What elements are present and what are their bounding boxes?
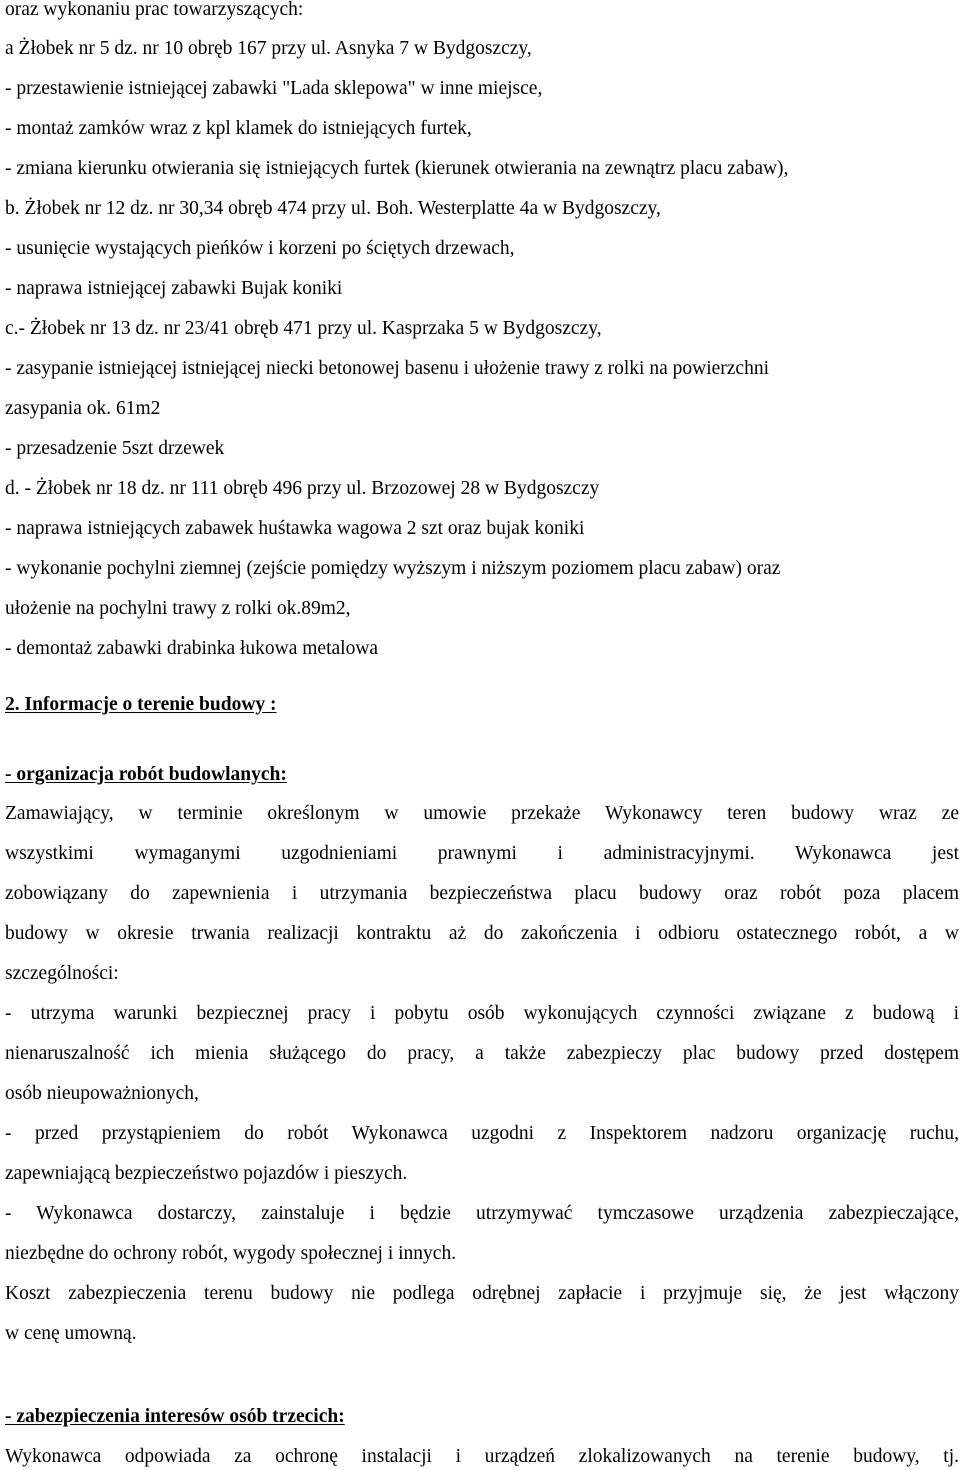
paragraph-line: budowy w okresie trwania realizacji kontraktu aż do zakończenia i odbioru ostatecznego robót, a w <box>5 923 959 944</box>
paragraph-line: zapewniającą bezpieczeństwo pojazdów i pieszych. <box>5 1163 408 1184</box>
paragraph-line: szczególności: <box>5 963 119 984</box>
section-title: Informacje o terenie budowy : <box>24 694 277 715</box>
list-item: - naprawa istniejącej zabawki Bujak koniki <box>5 278 343 299</box>
list-item: - zasypanie istniejącej istniejącej niecki betonowej basenu i ułożenie trawy z rolki na powierzchni <box>5 358 769 379</box>
list-item: - zmiana kierunku otwierania się istniejących furtek (kierunek otwierania na zewnątrz placu zabaw), <box>5 158 789 179</box>
list-item: - usunięcie wystających pieńków i korzeni po ściętych drzewach, <box>5 238 515 259</box>
list-item: - naprawa istniejących zabawek huśtawka wagowa 2 szt oraz bujak koniki <box>5 518 585 539</box>
section-heading <box>5 693 277 717</box>
list-item: - wykonanie pochylni ziemnej (zejście pomiędzy wyższym i niższym poziomem placu zabaw) oraz <box>5 558 781 579</box>
section-number: 2. <box>5 694 20 715</box>
paragraph-line: - przed przystąpieniem do robót Wykonawca uzgodni z Inspektorem nadzoru organizację ruchu, <box>5 1123 959 1144</box>
list-item: - przesadzenie 5szt drzewek <box>5 438 225 459</box>
paragraph-line: osób nieupoważnionych, <box>5 1083 199 1104</box>
paragraph-line: zobowiązany do zapewnienia i utrzymania bezpieczeństwa placu budowy oraz robót poza placem <box>5 883 959 904</box>
paragraph-line: - Wykonawca dostarczy, zainstaluje i będzie utrzymywać tymczasowe urządzenia zabezpieczające, <box>5 1203 959 1224</box>
item-b-heading: b. Żłobek nr 12 dz. nr 30,34 obręb 474 przy ul. Boh. Westerplatte 4a w Bydgoszczy, <box>5 198 661 219</box>
item-d-heading: d. - Żłobek nr 18 dz. nr 111 obręb 496 przy ul. Brzozowej 28 w Bydgoszczy <box>5 478 600 499</box>
text-line: oraz wykonaniu prac towarzyszących: <box>5 0 304 20</box>
item-c-heading: c.- Żłobek nr 13 dz. nr 23/41 obręb 471 przy ul. Kasprzaka 5 w Bydgoszczy, <box>5 318 602 339</box>
list-item: - montaż zamków wraz z kpl klamek do istniejących furtek, <box>5 118 472 139</box>
list-item: - przestawienie istniejącej zabawki "Lada sklepowa" w inne miejsce, <box>5 78 543 99</box>
paragraph-line: Zamawiający, w terminie określonym w umowie przekaże Wykonawcy teren budowy wraz ze <box>5 803 959 824</box>
paragraph-line: - utrzyma warunki bezpiecznej pracy i pobytu osób wykonujących czynności związane z budową i <box>5 1003 959 1024</box>
list-item-continuation: ułożenie na pochylni trawy z rolki ok.89m2, <box>5 598 351 619</box>
subsection-heading-organizacja: - organizacja robót budowlanych: <box>5 764 287 785</box>
paragraph-line: Wykonawca odpowiada za ochronę instalacji i urządzeń zlokalizowanych na terenie budowy, tj. <box>5 1446 959 1467</box>
list-item-continuation: zasypania ok. 61m2 <box>5 398 161 419</box>
list-item: - demontaż zabawki drabinka łukowa metalowa <box>5 638 379 659</box>
subsection-heading-zabezpieczenia: - zabezpieczenia interesów osób trzecich: <box>5 1406 345 1427</box>
paragraph-line: w cenę umowną. <box>5 1323 137 1344</box>
paragraph-line: Koszt zabezpieczenia terenu budowy nie podlega odrębnej zapłacie i przyjmuje się, że jest włączony <box>5 1283 959 1304</box>
paragraph-line: nienaruszalność ich mienia służącego do pracy, a także zabezpieczy plac budowy przed dostępem <box>5 1043 959 1064</box>
item-a-heading: a Żłobek nr 5 dz. nr 10 obręb 167 przy ul. Asnyka 7 w Bydgoszczy, <box>5 38 532 59</box>
paragraph-line: niezbędne do ochrony robót, wygody społecznej i innych. <box>5 1243 457 1264</box>
paragraph-line: wszystkimi wymaganymi uzgodnieniami prawnymi i administracyjnymi. Wykonawca jest <box>5 843 959 864</box>
